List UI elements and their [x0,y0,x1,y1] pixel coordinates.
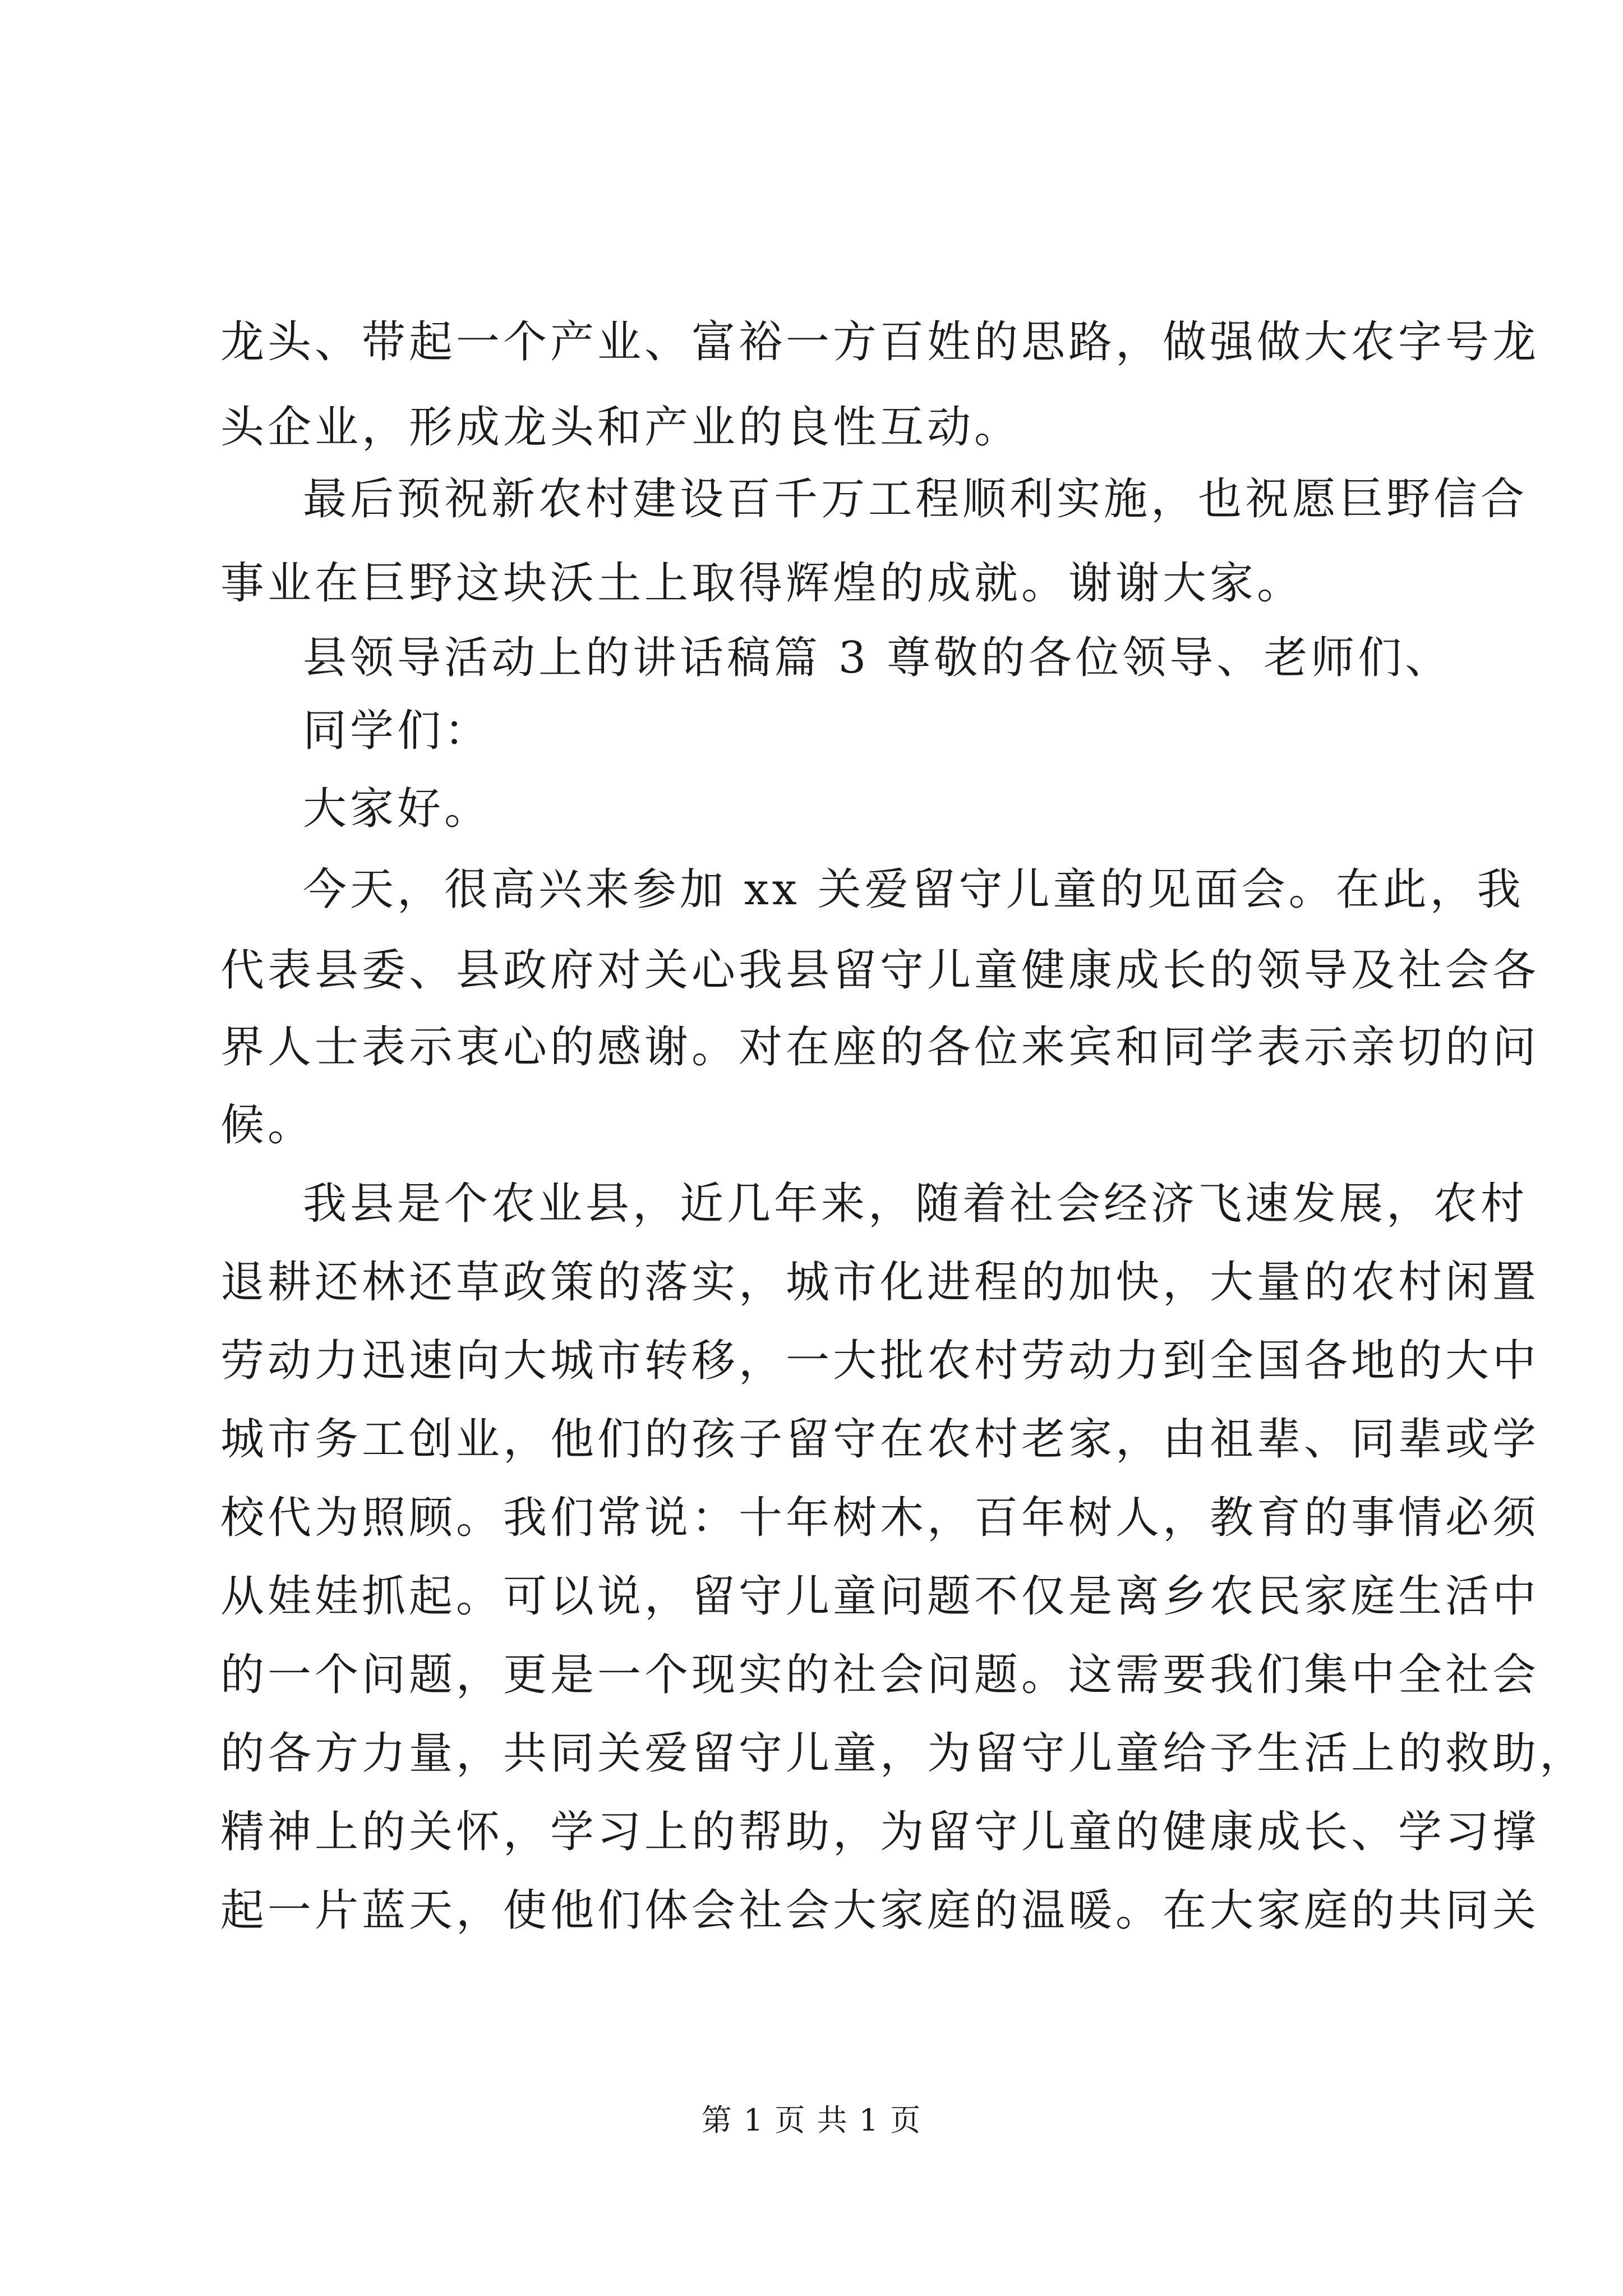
paragraph-first-line: 今天，很高兴来参加 xx 关爱留守儿童的见面会。在此，我 [303,864,1524,915]
page-footer: 第 1 页 共 1 页 [701,2102,922,2138]
salutation-line: 同学们： [303,706,492,756]
text-line: 头企业，形成龙头和产业的良性互动。 [220,402,1022,453]
text-line: 的一个问题，更是一个现实的社会问题。这需要我们集中全社会 [220,1650,1540,1700]
text-line: 校代为照顾。我们常说：十年树木，百年树人，教育的事情必须 [220,1493,1540,1543]
text-line: 起一片蓝天，使他们体会社会大家庭的温暖。在大家庭的共同关 [220,1885,1540,1936]
greeting-line: 大家好。 [303,784,492,834]
paragraph-first-line: 最后预祝新农村建设百千万工程顺利实施，也祝愿巨野信合 [303,474,1528,524]
text-line: 事业在巨野这块沃土上取得辉煌的成就。谢谢大家。 [220,558,1304,609]
text-line: 退耕还林还草政策的落实，城市化进程的加快，大量的农村闲置 [220,1257,1540,1308]
text-line: 界人士表示衷心的感谢。对在座的各位来宾和同学表示亲切的问 [220,1022,1540,1073]
text-line: 的各方力量，共同关爱留守儿童，为留守儿童给予生活上的救助， [220,1728,1587,1779]
text-line: 从娃娃抓起。可以说，留守儿童问题不仅是离乡农民家庭生活中 [220,1571,1540,1622]
text-line: 龙头、带起一个产业、富裕一方百姓的思路，做强做大农字号龙 [220,317,1540,367]
text-line: 劳动力迅速向大城市转移，一大批农村劳动力到全国各地的大中 [220,1336,1540,1386]
paragraph-first-line: 我县是个农业县，近几年来，随着社会经济飞速发展，农村 [303,1179,1528,1229]
text-line: 候。 [220,1100,315,1151]
text-line: 代表县委、县政府对关心我县留守儿童健康成长的领导及社会各 [220,945,1540,996]
section-heading-line: 县领导活动上的讲话稿篇 3 尊敬的各位领导、老师们、 [303,633,1453,683]
text-line: 精神上的关怀，学习上的帮助，为留守儿童的健康成长、学习撑 [220,1807,1540,1857]
text-line: 城市务工创业，他们的孩子留守在农村老家，由祖辈、同辈或学 [220,1414,1540,1465]
